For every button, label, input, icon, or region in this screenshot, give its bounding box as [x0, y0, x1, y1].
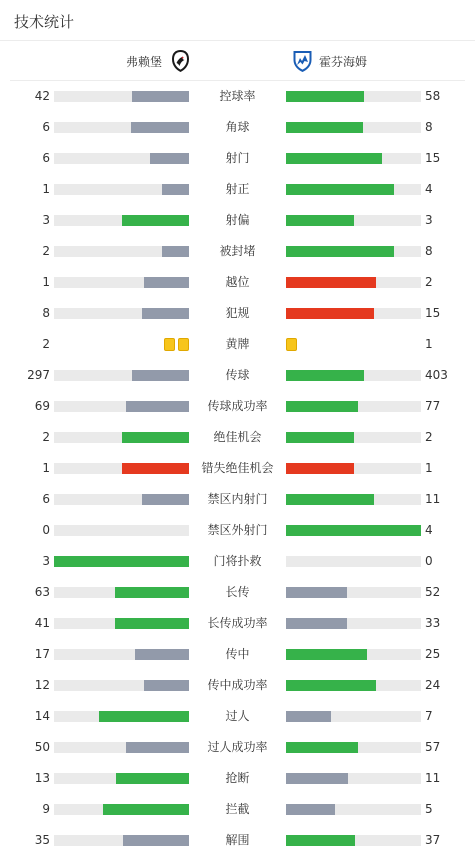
freiburg-crest-icon [170, 49, 191, 73]
home-value: 6 [42, 151, 50, 165]
away-bar-track [286, 401, 421, 412]
away-bar-track [286, 308, 421, 319]
home-bar-track [54, 91, 189, 102]
home-bar-fill [115, 618, 189, 629]
away-team[interactable] [292, 41, 367, 81]
away-value: 57 [425, 740, 441, 754]
away-value: 37 [425, 833, 441, 847]
away-bar-track [286, 773, 421, 784]
stat-row [0, 515, 475, 546]
stat-row [0, 267, 475, 298]
away-bar-track [286, 494, 421, 505]
home-bar-track [54, 556, 189, 567]
home-bar-fill [116, 773, 189, 784]
away-value: 33 [425, 616, 441, 630]
home-value: 6 [42, 120, 50, 134]
away-value: 11 [425, 492, 441, 506]
stat-label: 射偏 [225, 213, 250, 227]
stat-label: 过人 [225, 709, 250, 723]
home-value: 3 [42, 554, 50, 568]
yellow-card-icon [178, 338, 189, 351]
away-bar-fill [286, 835, 355, 846]
home-bar-fill [162, 184, 189, 195]
hoffenheim-crest-icon [292, 49, 313, 73]
home-bar-track [54, 525, 189, 536]
home-bar-track [54, 835, 189, 846]
stat-label: 传中成功率 [207, 678, 268, 692]
home-value: 63 [34, 585, 50, 599]
home-bar-track [54, 463, 189, 474]
stat-row [0, 360, 475, 391]
home-bar-fill [142, 308, 189, 319]
yellow-card-icon [286, 338, 297, 351]
stat-row [0, 422, 475, 453]
stat-row [0, 484, 475, 515]
away-bar-track [286, 215, 421, 226]
away-value: 2 [425, 430, 433, 444]
home-bar-track [54, 277, 189, 288]
home-bar-fill [126, 742, 189, 753]
stat-row [0, 794, 475, 825]
away-value: 4 [425, 182, 433, 196]
page-header [0, 0, 475, 41]
away-bar-fill [286, 215, 354, 226]
stat-label: 传中 [225, 647, 250, 661]
stat-label: 被封堵 [219, 244, 256, 258]
home-value: 9 [42, 802, 50, 816]
away-value: 15 [425, 151, 441, 165]
stat-row [0, 701, 475, 732]
home-bar-fill [162, 246, 189, 257]
home-bar-track [54, 122, 189, 133]
home-value: 13 [34, 771, 50, 785]
away-team-name: 霍芬海姆 [319, 54, 368, 69]
home-value: 8 [42, 306, 50, 320]
away-bar-fill [286, 91, 364, 102]
away-bar-fill [286, 711, 331, 722]
home-bar-fill [150, 153, 189, 164]
home-bar-fill [123, 835, 189, 846]
away-value: 25 [425, 647, 441, 661]
stat-row [0, 174, 475, 205]
stats-list [0, 81, 475, 856]
home-bar-track [54, 401, 189, 412]
away-bar-fill [286, 618, 347, 629]
away-value: 11 [425, 771, 441, 785]
away-bar-track [286, 587, 421, 598]
away-bar-track [286, 742, 421, 753]
home-bar-track [54, 308, 189, 319]
home-value: 35 [34, 833, 50, 847]
stat-label: 传球 [225, 368, 250, 382]
stat-row [0, 577, 475, 608]
stat-row [0, 825, 475, 856]
stat-label: 过人成功率 [207, 740, 268, 754]
stat-label: 解围 [225, 833, 250, 847]
home-bar-fill [131, 122, 189, 133]
home-bar-fill [122, 432, 190, 443]
home-value: 41 [34, 616, 50, 630]
away-value: 52 [425, 585, 441, 599]
home-value: 1 [42, 461, 50, 475]
away-bar-track [286, 525, 421, 536]
away-bar-fill [286, 804, 335, 815]
away-value: 58 [425, 89, 441, 103]
home-bar-track [54, 153, 189, 164]
stat-row [0, 329, 475, 360]
away-bar-track [286, 804, 421, 815]
stat-row [0, 112, 475, 143]
away-bar-track [286, 463, 421, 474]
home-value: 14 [34, 709, 50, 723]
away-bar-fill [286, 277, 376, 288]
stat-label: 禁区内射门 [207, 492, 268, 506]
home-bar-track [54, 773, 189, 784]
stat-label: 拦截 [225, 802, 250, 816]
home-bar-fill [135, 649, 189, 660]
home-bar-fill [126, 401, 189, 412]
away-value: 15 [425, 306, 441, 320]
home-bar-fill [144, 277, 189, 288]
away-bar-track [286, 246, 421, 257]
away-bar-fill [286, 432, 354, 443]
away-bar-fill [286, 494, 374, 505]
home-value: 69 [34, 399, 50, 413]
home-bar-fill [122, 215, 190, 226]
home-value: 17 [34, 647, 50, 661]
away-yellow-cards [286, 338, 297, 351]
away-bar-fill [286, 525, 421, 536]
away-value: 8 [425, 244, 433, 258]
away-bar-track [286, 556, 421, 567]
home-value: 42 [34, 89, 50, 103]
home-bar-track [54, 742, 189, 753]
home-bar-fill [142, 494, 189, 505]
away-value: 0 [425, 554, 433, 568]
away-bar-track [286, 432, 421, 443]
away-bar-fill [286, 649, 367, 660]
away-bar-fill [286, 308, 374, 319]
away-bar-track [286, 91, 421, 102]
stat-label: 长传 [225, 585, 250, 599]
away-value: 1 [425, 337, 433, 351]
home-bar-track [54, 649, 189, 660]
away-bar-track [286, 153, 421, 164]
stat-label: 角球 [225, 120, 250, 134]
away-bar-track [286, 122, 421, 133]
home-value: 1 [42, 182, 50, 196]
stat-row [0, 453, 475, 484]
away-bar-fill [286, 122, 363, 133]
stat-row [0, 763, 475, 794]
home-bar-track [54, 432, 189, 443]
home-value: 12 [34, 678, 50, 692]
home-bar-track [54, 804, 189, 815]
away-value: 24 [425, 678, 441, 692]
away-value: 3 [425, 213, 433, 227]
home-value: 297 [27, 368, 50, 382]
home-bar-fill [132, 91, 189, 102]
away-bar-track [286, 649, 421, 660]
stat-row [0, 81, 475, 112]
away-bar-fill [286, 680, 376, 691]
home-bar-track [54, 618, 189, 629]
stat-label: 长传成功率 [207, 616, 268, 630]
stat-row [0, 670, 475, 701]
away-bar-track [286, 618, 421, 629]
away-value: 77 [425, 399, 441, 413]
away-value: 5 [425, 802, 433, 816]
home-value: 1 [42, 275, 50, 289]
home-value: 2 [42, 337, 50, 351]
away-value: 4 [425, 523, 433, 537]
away-bar-fill [286, 184, 394, 195]
away-value: 8 [425, 120, 433, 134]
away-bar-track [286, 184, 421, 195]
home-team[interactable] [126, 41, 191, 81]
away-bar-fill [286, 153, 382, 164]
stat-row [0, 639, 475, 670]
home-bar-fill [115, 587, 189, 598]
stat-row [0, 143, 475, 174]
home-bar-track [54, 680, 189, 691]
stat-label: 传球成功率 [207, 399, 268, 413]
home-team-name: 弗赖堡 [126, 54, 163, 69]
stat-label: 犯规 [225, 306, 250, 320]
home-yellow-cards [164, 338, 189, 351]
stat-row [0, 391, 475, 422]
home-value: 50 [34, 740, 50, 754]
stat-row [0, 298, 475, 329]
away-bar-track [286, 835, 421, 846]
stat-label: 射正 [225, 182, 250, 196]
stat-label: 射门 [225, 151, 250, 165]
home-value: 0 [42, 523, 50, 537]
away-value: 1 [425, 461, 433, 475]
home-bar-fill [99, 711, 189, 722]
away-bar-track [286, 370, 421, 381]
home-value: 2 [42, 430, 50, 444]
stat-label: 绝佳机会 [213, 430, 262, 444]
away-bar-fill [286, 401, 358, 412]
stat-label: 控球率 [219, 89, 256, 103]
home-bar-track [54, 711, 189, 722]
away-value: 403 [425, 368, 448, 382]
home-bar-fill [103, 804, 189, 815]
stat-label: 错失绝佳机会 [201, 461, 274, 475]
stat-label: 抢断 [225, 771, 250, 785]
home-bar-track [54, 246, 189, 257]
home-value: 2 [42, 244, 50, 258]
home-bar-track [54, 587, 189, 598]
home-bar-track [54, 184, 189, 195]
yellow-card-icon [164, 338, 175, 351]
stat-row [0, 608, 475, 639]
away-value: 2 [425, 275, 433, 289]
home-bar-track [54, 494, 189, 505]
stat-label: 禁区外射门 [207, 523, 268, 537]
away-bar-fill [286, 587, 347, 598]
home-bar-fill [122, 463, 190, 474]
away-bar-track [286, 680, 421, 691]
teams-header [10, 41, 465, 81]
stat-label: 门将扑救 [213, 554, 262, 568]
away-value: 7 [425, 709, 433, 723]
page-title: 技术统计 [14, 13, 75, 31]
home-value: 6 [42, 492, 50, 506]
away-bar-fill [286, 463, 354, 474]
stat-row [0, 236, 475, 267]
away-bar-track [286, 277, 421, 288]
stat-row [0, 546, 475, 577]
away-bar-fill [286, 246, 394, 257]
stat-label: 越位 [225, 275, 250, 289]
home-bar-fill [132, 370, 189, 381]
away-bar-fill [286, 773, 348, 784]
home-bar-track [54, 370, 189, 381]
away-bar-fill [286, 742, 358, 753]
stat-label: 黄牌 [225, 337, 250, 351]
home-bar-track [54, 215, 189, 226]
stat-row [0, 205, 475, 236]
away-bar-fill [286, 370, 364, 381]
stat-row [0, 732, 475, 763]
home-value: 3 [42, 213, 50, 227]
away-bar-track [286, 711, 421, 722]
home-bar-fill [54, 556, 189, 567]
home-bar-fill [144, 680, 189, 691]
